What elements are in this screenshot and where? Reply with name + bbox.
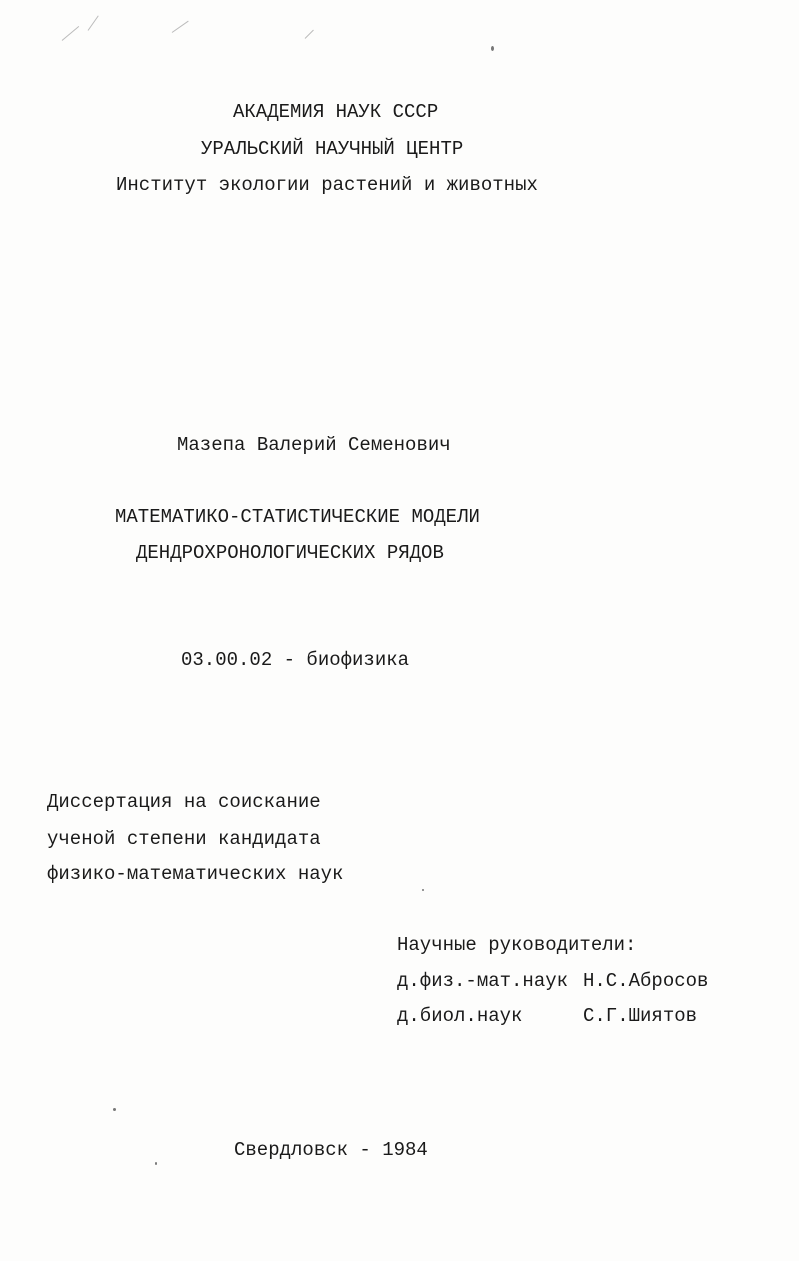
supervisors-heading: Научные руководители: [397, 934, 637, 956]
scan-speck [113, 1108, 116, 1111]
academy-heading: АКАДЕМИЯ НАУК СССР [233, 101, 439, 123]
dissertation-line-3: физико-математических наук [47, 863, 344, 885]
scan-mark [172, 21, 189, 33]
specialty-code: 03.00.02 - биофизика [181, 649, 410, 671]
city-year: Свердловск - 1984 [234, 1139, 428, 1161]
supervisor-degree-2: д.биол.наук [397, 1005, 523, 1027]
supervisor-name-1: Н.С.Абросов [583, 970, 709, 992]
scan-speck [491, 46, 494, 51]
dissertation-line-1: Диссертация на соискание [47, 791, 321, 813]
institute-heading: Институт экологии растений и животных [116, 174, 538, 196]
scan-mark [305, 30, 314, 39]
scan-speck [155, 1162, 157, 1165]
supervisor-name-2: С.Г.Шиятов [583, 1005, 698, 1027]
scan-mark [88, 15, 99, 30]
center-heading: УРАЛЬСКИЙ НАУЧНЫЙ ЦЕНТР [201, 138, 464, 160]
thesis-title-line-1: МАТЕМАТИКО-СТАТИСТИЧЕСКИЕ МОДЕЛИ [115, 506, 480, 528]
thesis-title-line-2: ДЕНДРОХРОНОЛОГИЧЕСКИХ РЯДОВ [136, 542, 444, 564]
dissertation-line-2: ученой степени кандидата [47, 828, 321, 850]
supervisor-degree-1: д.физ.-мат.наук [397, 970, 569, 992]
scan-speck [422, 889, 424, 891]
author-name: Мазепа Валерий Семенович [177, 434, 451, 456]
scan-mark [62, 26, 79, 41]
